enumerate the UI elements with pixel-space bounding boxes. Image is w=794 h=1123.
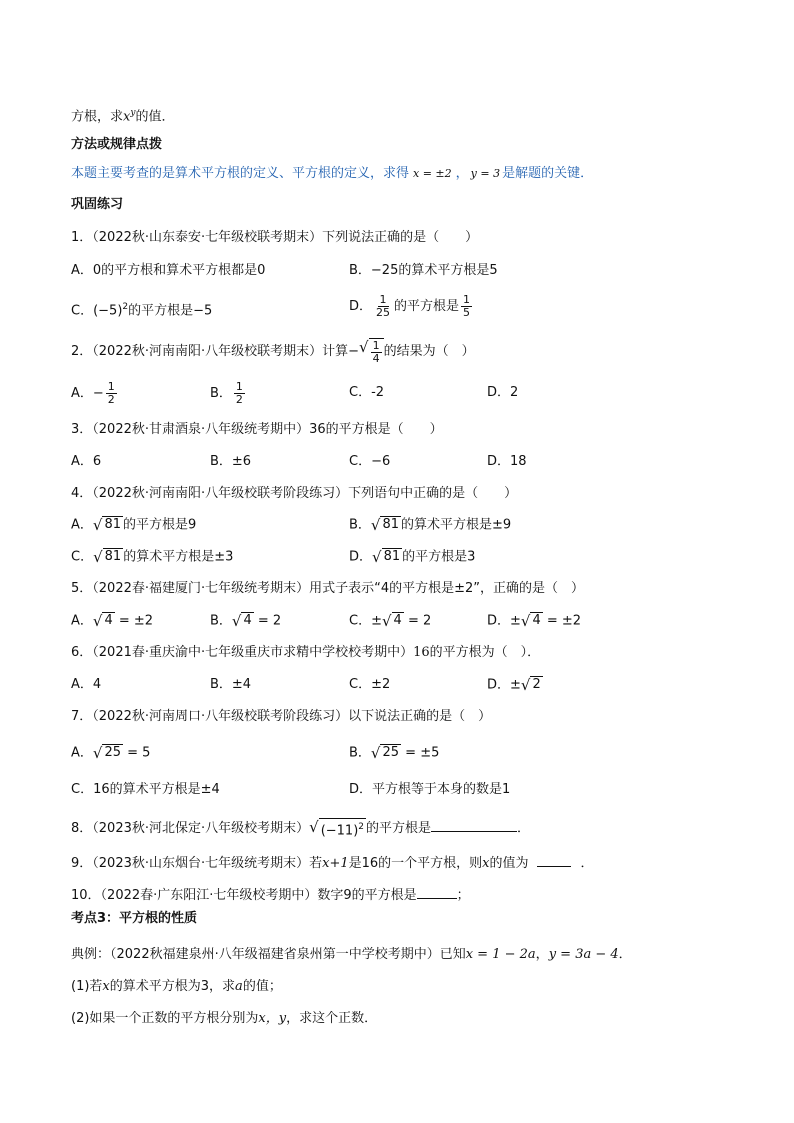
q5-a-radical (93, 612, 115, 630)
q5-a-pre: A． (71, 613, 93, 629)
q7-option-b (349, 744, 439, 763)
example-eq1: x = 1 − 2a (465, 947, 536, 962)
q5-option-b (210, 612, 281, 631)
radicand: 4 (532, 613, 541, 628)
numerator: 1 (379, 293, 387, 306)
p1-c: 的值； (242, 979, 282, 994)
denominator: 2 (107, 393, 115, 406)
q4-option-a (71, 516, 196, 535)
q1-c-pre: C．(−5) (71, 303, 123, 319)
radicand: 81 (382, 517, 400, 532)
intro-line (71, 104, 174, 126)
q4-c-pre: C． (71, 549, 94, 565)
q9-answer-blank[interactable] (537, 866, 571, 867)
example-part1 (71, 978, 282, 996)
q2-stem-a: 2．（2022秋·河南南阳·八年级校联考期末）计算− (71, 344, 360, 359)
example-stem (71, 946, 632, 964)
q4-c-post: 的算术平方根是±3 (123, 549, 234, 565)
denominator: 25 (376, 306, 391, 319)
q10-answer-blank[interactable] (417, 898, 457, 899)
radical-sign: √ (359, 338, 369, 356)
q1-d-pre: D． (349, 299, 373, 314)
q2-stem (71, 338, 475, 365)
q6-d-pre: D．± (487, 677, 521, 693)
radical-sign: √ (92, 744, 103, 762)
q5-d-post: = ±2 (542, 613, 582, 629)
radical-sign: √ (309, 818, 319, 836)
radicand: 25 (104, 745, 122, 760)
q1-option-b: B．−25的算术平方根是5 (349, 263, 498, 278)
q1-option-a: A．0的平方根和算术平方根都是0 (71, 263, 266, 278)
q4-c-radical (93, 548, 123, 566)
radicand: 81 (383, 549, 401, 564)
q4-d-pre: D． (349, 549, 373, 565)
q6-stem-b: 的平方根为（ ）． (429, 645, 541, 660)
radicand: 4 (243, 613, 252, 628)
q9-post: 的值为 (489, 856, 529, 871)
q7-a-post: = 5 (123, 745, 151, 761)
radical-sign: √ (372, 548, 382, 566)
radical-sign: √ (231, 612, 242, 630)
q7-b-post: = ±5 (401, 745, 440, 761)
q5-b-radical (232, 612, 254, 630)
q10-stem-text: 10．（2022春·广东阳江·七年级校考期中）数字9的平方根是 (71, 888, 417, 903)
method-text-a: 本题主要考查的是算术平方根的定义、平方根的定义，求得 (71, 166, 410, 181)
q6-stem (71, 644, 540, 662)
q7-b-radical (371, 744, 401, 762)
radical-sign: √ (370, 744, 381, 762)
q1-d-fraction (374, 294, 392, 319)
intro-text-end: 的值． (135, 109, 175, 125)
q2-b-fraction (234, 381, 245, 406)
q9-expression: x+1 (322, 856, 349, 871)
radical-sign: √ (92, 612, 103, 630)
q5-d-pre: D．± (487, 613, 521, 629)
radicand-exponent: 2 (358, 822, 364, 832)
denominator: 5 (463, 306, 471, 319)
radicand: 4 (104, 613, 113, 628)
q8-stem-text: 8．（2023秋·河北保定·八年级校考期末） (71, 821, 310, 837)
var-y: y (130, 108, 136, 118)
q5-a-post: = ±2 (114, 613, 154, 629)
q5-stem: 5．（2022春·福建厦门·七年级统考期末）用式子表示“4的平方根是±2”，正确的是（ ） (71, 581, 585, 596)
q5-option-a (71, 612, 153, 631)
q5-b-post: = 2 (253, 613, 282, 629)
q5-c-radical (382, 612, 404, 630)
q6-option-c: C．±2 (349, 677, 391, 692)
denominator: 4 (372, 352, 380, 365)
practice-heading: 巩固练习 (71, 197, 124, 212)
q4-b-radical (371, 516, 401, 534)
q4-b-pre: B． (349, 517, 371, 533)
radical-sign: √ (92, 516, 103, 534)
q2-option-b (210, 381, 247, 406)
q1-d-answer-fraction (461, 294, 472, 319)
q9-end: ． (580, 856, 594, 871)
q1-option-c (71, 298, 212, 320)
radicand: 81 (104, 549, 122, 564)
q7-option-d: D．平方根等于本身的数是1 (349, 782, 511, 797)
q8-post: 的平方根是 (366, 821, 432, 837)
q8-end: ． (517, 821, 531, 837)
q2-option-a (71, 381, 119, 406)
numerator: 1 (372, 339, 380, 352)
q2-a-fraction (106, 381, 117, 406)
q5-option-c (349, 612, 431, 631)
intro-text: 方根，求 (71, 109, 124, 125)
q4-option-b (349, 516, 511, 535)
q2-option-d: D．2 (487, 385, 519, 400)
radicand: 25 (382, 745, 400, 760)
p1-b: 的算术平方根为3，求 (109, 979, 236, 994)
q5-c-post: = 2 (403, 613, 432, 629)
example-sep: ， (535, 947, 549, 962)
example-eq2: y = 3a − 4 (548, 947, 619, 962)
q9-stem (71, 855, 594, 873)
q7-option-c: C．16的算术平方根是±4 (71, 782, 220, 797)
p1-a: (1)若 (71, 979, 103, 994)
q7-b-pre: B． (349, 745, 371, 761)
q6-option-b: B．±4 (210, 677, 252, 692)
q2-radical-fraction (371, 340, 382, 365)
radicand: 81 (104, 517, 122, 532)
q6-option-a: A．4 (71, 677, 102, 692)
radicand: (−11) (320, 823, 359, 839)
var-x: x (123, 109, 131, 125)
q2-b-pre: B． (210, 386, 232, 401)
q8-answer-blank[interactable] (431, 831, 517, 832)
q3-option-a: A．6 (71, 454, 102, 469)
radical-sign: √ (93, 548, 103, 566)
q7-option-a (71, 744, 150, 763)
q3-option-c: C．−6 (349, 454, 391, 469)
q9-stem-text: 9．（2023秋·山东烟台·七年级统考期末）若 (71, 856, 323, 871)
q4-a-radical (93, 516, 123, 534)
q1-c-post: 的平方根是−5 (128, 303, 213, 319)
q4-d-radical (372, 548, 402, 566)
q5-d-radical (521, 612, 543, 630)
radical-sign: √ (381, 612, 392, 630)
q5-option-d (487, 612, 581, 631)
radical-sign: √ (520, 676, 531, 694)
q9-mid: 是16的一个平方根，则 (348, 856, 483, 871)
example-stem-a: 典例：（2022秋福建泉州·八年级福建省泉州第一中学校考期中）已知 (71, 947, 466, 962)
q5-c-pre: C．± (349, 613, 382, 629)
radical-sign: √ (520, 612, 531, 630)
q2-stem-b: 的结果为（ ） (383, 344, 475, 359)
condition-x: x = ±2 (413, 167, 452, 180)
method-text (71, 165, 593, 183)
q4-stem: 4．（2022秋·河南南阳·八年级校联考阶段练习）下列语句中正确的是（ ） (71, 486, 518, 501)
q8-stem (71, 818, 530, 839)
q6-option-d (487, 676, 543, 695)
q3-stem: 3．（2022秋·甘肃酒泉·八年级统考期中）36的平方根是（ ） (71, 422, 443, 437)
q10-stem (71, 887, 470, 905)
q4-a-post: 的平方根是9 (123, 517, 197, 533)
q4-a-pre: A． (71, 517, 93, 533)
p2-b: ，求这个正数． (286, 1011, 378, 1026)
q1-option-d (349, 294, 474, 319)
method-heading: 方法或规律点拨 (71, 137, 163, 152)
q7-a-pre: A． (71, 745, 93, 761)
q1-stem: 1．（2022秋·山东泰安·七年级校联考期末）下列说法正确的是（ ） (71, 230, 479, 245)
radical-argument (319, 818, 366, 839)
q3-option-d: D．18 (487, 454, 527, 469)
q4-d-post: 的平方根是3 (402, 549, 476, 565)
q8-radical (309, 818, 366, 839)
q4-option-c (71, 548, 233, 567)
radicand: 2 (532, 677, 541, 692)
q1-d-mid: 的平方根是 (394, 299, 460, 314)
q2-a-pre: A．− (71, 386, 104, 401)
radical-sign: √ (370, 516, 381, 534)
denominator: 2 (235, 393, 243, 406)
q7-stem: 7．（2022秋·河南周口·八年级校联考阶段练习）以下说法正确的是（ ） (71, 709, 492, 724)
q6-d-radical (521, 676, 543, 694)
q1-c-sup: 2 (122, 302, 129, 312)
q2-option-c: C．-2 (349, 385, 385, 400)
q6-number: 16 (413, 645, 430, 660)
p2-xy: x，y (258, 1011, 287, 1026)
q3-option-b: B．±6 (210, 454, 252, 469)
numerator: 1 (107, 380, 115, 393)
q4-option-d (349, 548, 475, 567)
condition-y: y = 3 (470, 167, 501, 180)
numerator: 1 (235, 380, 243, 393)
radical-argument (369, 338, 384, 365)
q9-var: x (482, 856, 490, 871)
q6-stem-a: 6．（2021春·重庆渝中·七年级重庆市求精中学校校考期中） (71, 645, 414, 660)
p1-x: x (102, 979, 110, 994)
example-part2 (71, 1010, 377, 1028)
q7-a-radical (93, 744, 123, 762)
q4-b-post: 的算术平方根是±9 (401, 517, 512, 533)
q2-radical (359, 338, 384, 365)
radicand: 4 (393, 613, 402, 628)
method-text-b: 是解题的关键． (502, 166, 594, 181)
numerator: 1 (463, 293, 471, 306)
p1-a-var: a (235, 979, 243, 994)
p2-a: (2)如果一个正数的平方根分别为 (71, 1011, 259, 1026)
topic3-heading: 考点3：平方根的性质 (71, 911, 198, 926)
example-end: ． (618, 947, 632, 962)
q10-end: ； (456, 888, 470, 903)
method-sep: ， (455, 166, 469, 181)
q5-b-pre: B． (210, 613, 232, 629)
